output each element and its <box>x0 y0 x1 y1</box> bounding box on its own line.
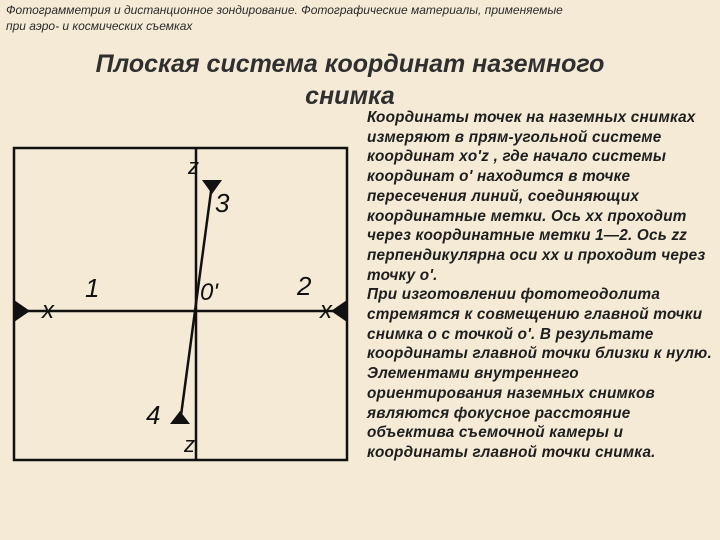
mark-label-2: 2 <box>297 271 312 301</box>
description-paragraph-1: Координаты точек на наземных снимках измеряют в прям-угольной системе координат xo'z , где начало системы координат o' находится в точке пересечения линий, соединяющих координатные метки. Ось xx проходит через координатные метки 1—2. Ось zz перпендикулярна оси xx и проходит через точку o'. <box>367 109 706 284</box>
header-line-2: при аэро- и космических съемках <box>6 19 193 33</box>
title-line-1: Плоская система координат наземного <box>95 50 605 78</box>
mark-label-4: 4 <box>146 400 161 430</box>
x-label-left: x <box>42 297 54 324</box>
fiducial-mark-4 <box>170 411 190 424</box>
fiducial-mark-1 <box>14 300 30 322</box>
title-line-2: снимка <box>305 82 395 110</box>
mark-label-1: 1 <box>85 273 100 303</box>
description-paragraph-2: При изготовлении фототеодолита стремятся к совмещению главной точки снимка o с точкой o'. В результате координаты главной точки близки к нулю. Элементами внутреннего ориентирования наземных снимков являются фокусное расстояние объектива съемочной камеры и координаты главной точки снимка. <box>367 286 712 461</box>
x-label-right: x <box>320 297 332 324</box>
mark-label-3: 3 <box>215 188 230 218</box>
header-line-1: Фотограмметрия и дистанционное зондирование. Фотографические материалы, применяемые <box>6 3 563 17</box>
description-text <box>367 108 717 463</box>
z-label-bottom: z <box>184 432 195 457</box>
origin-label: 0' <box>200 279 218 306</box>
z-label-top: z <box>188 154 199 179</box>
fiducial-mark-2 <box>331 300 347 322</box>
